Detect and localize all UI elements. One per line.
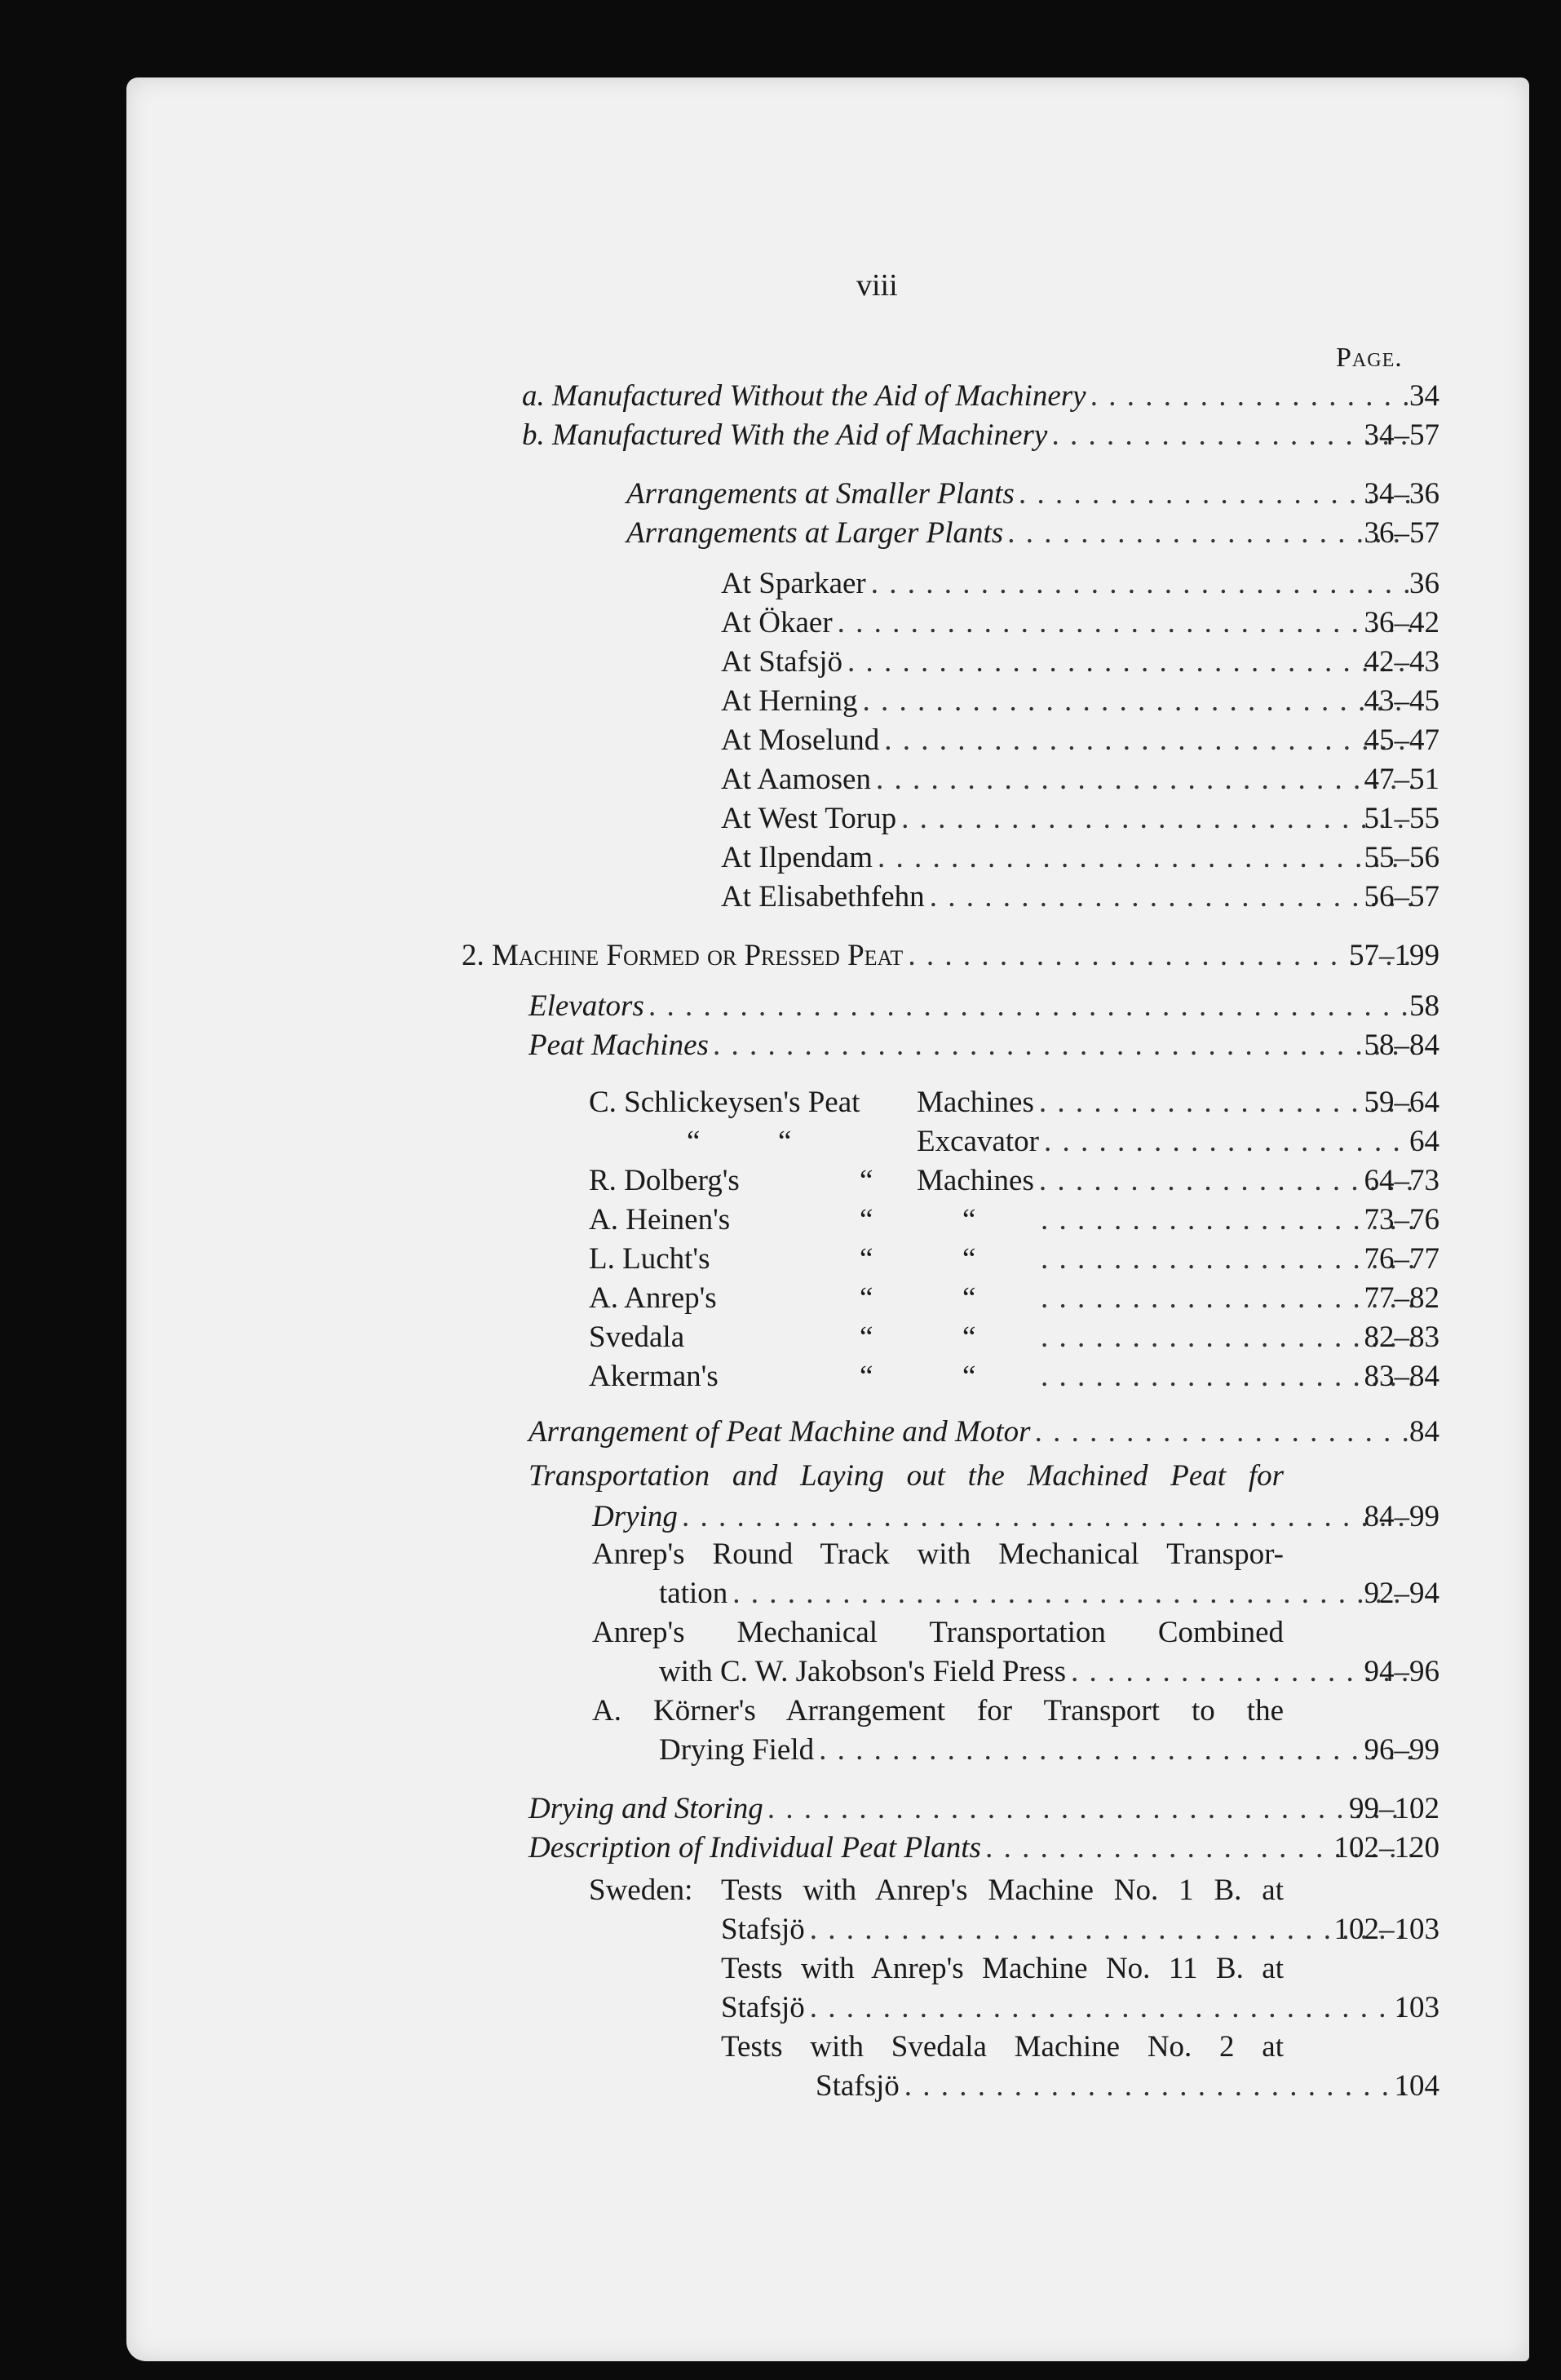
machine-maker: L. Lucht's	[589, 1242, 710, 1276]
toc-entry	[626, 514, 1439, 553]
entry-title-line: Transportation and Laying out the Machined Peat for	[528, 1459, 1284, 1493]
toc-entry	[721, 1910, 1439, 1949]
toc-entry	[659, 1574, 1439, 1613]
machine-ditto: “	[962, 1281, 976, 1315]
entry-page: 84	[1409, 1415, 1439, 1449]
machine-ditto: “	[687, 1125, 701, 1158]
entry-title: At Herning	[721, 684, 858, 718]
toc-entry	[721, 838, 1439, 878]
section-title: Machine Formed or Pressed Peat	[492, 939, 904, 972]
entry-title-line: A. Körner's Arrangement for Transport to the	[592, 1694, 1284, 1727]
entry-title: Peat Machines	[528, 1029, 709, 1062]
machine-ditto: “	[860, 1164, 873, 1197]
entry-title-line: Anrep's Round Track with Mechanical Transpor-	[592, 1537, 1284, 1571]
entry-title-continued: Drying	[592, 1500, 678, 1533]
entry-page: 51–55	[1364, 802, 1439, 835]
machine-ditto: “	[962, 1242, 976, 1276]
entry-title: Arrangements at Larger Plants	[626, 516, 1004, 550]
entry-page: 47–51	[1364, 763, 1439, 796]
section-number: 2.	[462, 939, 484, 972]
entry-page: 55–56	[1364, 841, 1439, 874]
machine-maker: A. Heinen's	[589, 1203, 731, 1236]
entry-title-continued: tation	[659, 1577, 728, 1610]
toc-entry	[528, 987, 1439, 1026]
toc-entry	[721, 721, 1439, 760]
machine-row	[589, 1357, 1439, 1396]
page-number: viii	[856, 268, 898, 303]
entry-page: 94–96	[1364, 1655, 1439, 1688]
entry-page: 84–99	[1364, 1500, 1439, 1533]
entry-page: 36–42	[1364, 606, 1439, 639]
country-label: Sweden:	[589, 1873, 693, 1907]
machine-maker: A. Anrep's	[589, 1281, 717, 1315]
toc-entry	[721, 760, 1439, 799]
entry-title: At Moselund	[721, 723, 880, 757]
machine-ditto: “	[860, 1360, 873, 1393]
entry-title: At Ilpendam	[721, 841, 873, 874]
machine-ditto: “	[860, 1321, 873, 1354]
entry-page: 58	[1409, 989, 1439, 1023]
entry-title-line: Tests with Anrep's Machine No. 11 B. at	[721, 1952, 1284, 1985]
toc-entry	[626, 475, 1439, 514]
entry-page: 76–77	[1364, 1242, 1439, 1276]
entry-page: 36	[1409, 567, 1439, 600]
entry-label: b.	[522, 418, 545, 452]
machine-type: Excavator	[917, 1125, 1039, 1158]
entry-label: a.	[522, 379, 545, 413]
entry-title-line: Tests with Anrep's Machine No. 1 B. at	[721, 1873, 1284, 1907]
entry-page: 96–99	[1364, 1733, 1439, 1767]
entry-page: 92–94	[1364, 1577, 1439, 1610]
entry-title-continued: with C. W. Jakobson's Field Press	[659, 1655, 1067, 1688]
machine-maker: Svedala	[589, 1321, 685, 1354]
entry-title: At Elisabethfehn	[721, 880, 925, 914]
entry-title: Manufactured With the Aid of Machinery	[552, 418, 1048, 452]
machine-row	[589, 1122, 1439, 1161]
machine-ditto: “	[860, 1281, 873, 1315]
entry-page: 59–64	[1364, 1086, 1439, 1119]
machine-ditto: “	[860, 1203, 873, 1236]
entry-title: Arrangement of Peat Machine and Motor	[528, 1415, 1031, 1449]
entry-title: Drying and Storing	[528, 1792, 763, 1825]
entry-page: 104	[1394, 2069, 1439, 2103]
entry-page: 103	[1394, 1991, 1439, 2024]
toc-entry	[721, 799, 1439, 838]
machine-row	[589, 1083, 1439, 1122]
entry-title-continued: Stafsjö	[721, 1991, 805, 2024]
machine-ditto: “	[962, 1321, 976, 1354]
entry-page: 73–76	[1364, 1203, 1439, 1236]
entry-page: 82–83	[1364, 1321, 1439, 1354]
machine-type: Machines	[917, 1164, 1034, 1197]
machine-row	[589, 1318, 1439, 1357]
entry-title-line: Tests with Svedala Machine No. 2 at	[721, 2030, 1284, 2064]
section-page: 57–199	[1349, 939, 1439, 972]
machine-ditto: “	[962, 1360, 976, 1393]
leader-dots	[649, 987, 1414, 1026]
entry-title: At West Torup	[721, 802, 897, 835]
toc-entry	[659, 1652, 1439, 1692]
entry-page: 34	[1409, 379, 1439, 413]
toc-entry	[528, 1026, 1439, 1065]
machine-row	[589, 1201, 1439, 1240]
entry-title: At Aamosen	[721, 763, 871, 796]
entry-page: 99–102	[1349, 1792, 1439, 1825]
entry-page: 58–84	[1364, 1029, 1439, 1062]
entry-page: 102–120	[1333, 1831, 1439, 1865]
entry-page: 64–73	[1364, 1164, 1439, 1197]
toc-entry	[592, 1497, 1439, 1537]
entry-page: 42–43	[1364, 645, 1439, 679]
machine-ditto: “	[860, 1242, 873, 1276]
machine-row	[589, 1279, 1439, 1318]
entry-title-line: Anrep's Mechanical Transportation Combined	[592, 1616, 1284, 1649]
entry-page: 77–82	[1364, 1281, 1439, 1315]
toc-entry	[528, 1789, 1439, 1829]
entry-page: 36–57	[1364, 516, 1439, 550]
machine-row	[589, 1240, 1439, 1279]
toc-entry	[721, 878, 1439, 917]
entry-title-continued: Stafsjö	[816, 2069, 900, 2103]
entry-title: Description of Individual Peat Plants	[528, 1831, 981, 1865]
entry-page: 45–47	[1364, 723, 1439, 757]
machine-maker: R. Dolberg's	[589, 1164, 740, 1197]
entry-page: 34–57	[1364, 418, 1439, 452]
toc-entry	[528, 1829, 1439, 1868]
toc-entry	[721, 604, 1439, 643]
entry-page: 64	[1409, 1125, 1439, 1158]
entry-title: Arrangements at Smaller Plants	[626, 477, 1015, 511]
machine-maker: Akerman's	[589, 1360, 719, 1393]
entry-title-continued: Stafsjö	[721, 1913, 805, 1946]
toc-entry	[522, 416, 1439, 455]
entry-title: Manufactured Without the Aid of Machinery	[552, 379, 1086, 413]
page-column-header: Page.	[1336, 343, 1403, 373]
machine-type: Machines	[917, 1086, 1034, 1119]
entry-title: Elevators	[528, 989, 644, 1023]
toc-entry	[721, 682, 1439, 721]
entry-page: 83–84	[1364, 1360, 1439, 1393]
toc-entry	[522, 377, 1439, 416]
toc-entry	[721, 564, 1439, 604]
entry-title: At Sparkaer	[721, 567, 866, 600]
entry-title: At Stafsjö	[721, 645, 843, 679]
entry-page: 56–57	[1364, 880, 1439, 914]
toc-entry	[528, 1413, 1439, 1452]
entry-title: At Ökaer	[721, 606, 833, 639]
machine-maker: C. Schlickeysen's Peat	[589, 1086, 860, 1119]
machine-ditto: “	[962, 1203, 976, 1236]
entry-page: 102–103	[1333, 1913, 1439, 1946]
entry-page: 34–36	[1364, 477, 1439, 511]
entry-page: 43–45	[1364, 684, 1439, 718]
machine-ditto: “	[778, 1125, 792, 1158]
toc-entry	[816, 2067, 1439, 2106]
entry-title-continued: Drying Field	[659, 1733, 815, 1767]
machine-row	[589, 1161, 1439, 1201]
toc-section-heading	[462, 936, 1439, 975]
toc-entry	[721, 1988, 1439, 2028]
toc-entry	[659, 1731, 1439, 1770]
toc-entry	[721, 643, 1439, 682]
